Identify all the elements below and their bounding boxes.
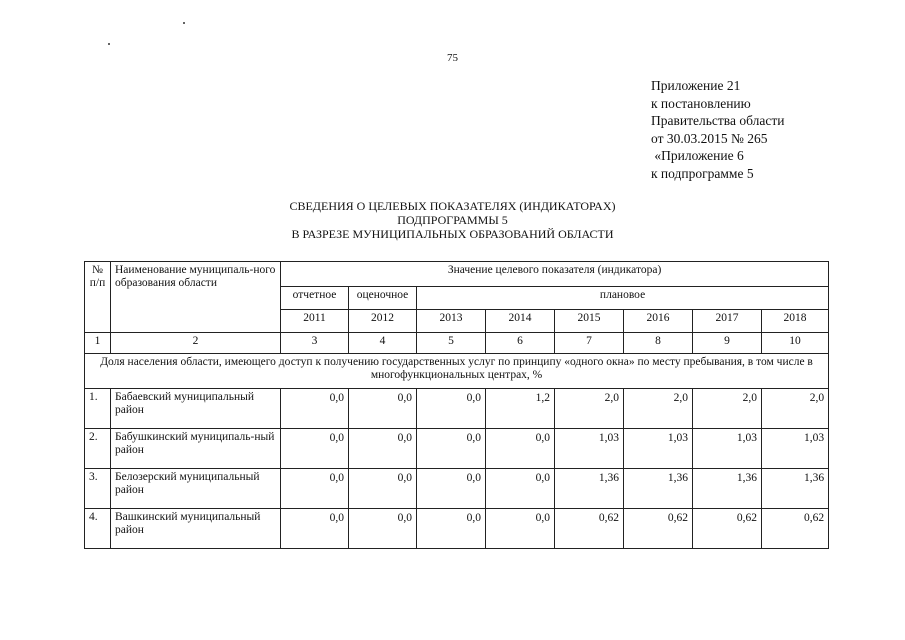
year-header: 2014 [486,310,555,333]
column-number: 3 [281,333,349,354]
value-cell: 1,03 [624,429,693,469]
appendix-line: Приложение 21 [651,78,741,93]
appendix-line: к подпрограмме 5 [651,165,754,181]
row-number: 1. [85,389,111,429]
title-line: ПОДПРОГРАММЫ 5 [397,213,508,227]
row-number: 2. [85,429,111,469]
header-planned: плановое [417,287,829,310]
header-indicator-value: Значение целевого показателя (индикатора) [281,262,829,287]
value-cell: 2,0 [693,389,762,429]
value-cell: 1,36 [624,469,693,509]
value-cell: 0,0 [349,429,417,469]
column-number: 5 [417,333,486,354]
column-number: 10 [762,333,829,354]
value-cell: 0,0 [281,429,349,469]
indicator-caption: Доля населения области, имеющего доступ к получению государственных услуг по принципу «одного окна» по месту пребывания, в том числе в многофункциональных центрах, % [85,354,829,389]
value-cell: 0,0 [417,469,486,509]
table-row [85,469,829,509]
year-header: 2016 [624,310,693,333]
appendix-line: от 30.03.2015 № 265 [651,130,768,146]
value-cell: 1,03 [693,429,762,469]
value-cell: 0,0 [281,509,349,549]
row-number: 4. [85,509,111,549]
title-line: СВЕДЕНИЯ О ЦЕЛЕВЫХ ПОКАЗАТЕЛЯХ (ИНДИКАТОРАХ) [289,199,616,213]
table-row [85,429,829,469]
year-header: 2011 [281,310,349,333]
value-cell: 0,62 [624,509,693,549]
value-cell: 0,0 [417,389,486,429]
year-header: 2018 [762,310,829,333]
header-reported: отчетное [281,287,349,310]
row-number: 3. [85,469,111,509]
value-cell: 2,0 [555,389,624,429]
value-cell: 0,0 [281,469,349,509]
value-cell: 0,0 [349,469,417,509]
value-cell: 0,62 [555,509,624,549]
value-cell: 0,62 [693,509,762,549]
year-header: 2015 [555,310,624,333]
appendix-line: к постановлению [651,95,751,111]
value-cell: 0,0 [486,429,555,469]
value-cell: 0,0 [486,469,555,509]
value-cell: 0,0 [417,429,486,469]
year-header: 2012 [349,310,417,333]
value-cell: 0,0 [417,509,486,549]
value-cell: 0,0 [281,389,349,429]
table-row [85,509,829,549]
year-header: 2017 [693,310,762,333]
municipality-name: Вашкинский муниципальный район [111,509,281,549]
value-cell: 2,0 [624,389,693,429]
value-cell: 0,0 [349,509,417,549]
column-number: 8 [624,333,693,354]
value-cell: 1,36 [693,469,762,509]
table-row [85,389,829,429]
column-number: 9 [693,333,762,354]
municipality-name: Белозерский муниципальный район [111,469,281,509]
column-number: 7 [555,333,624,354]
appendix-note [651,77,784,182]
appendix-line: «Приложение 6 [651,148,744,163]
column-number: 4 [349,333,417,354]
header-municipality-name: Наименование муниципаль-ного образования области [111,262,281,333]
scan-speck [108,43,110,45]
header-row-number: № п/п [85,262,111,333]
column-number: 6 [486,333,555,354]
indicators-table [84,261,829,549]
value-cell: 1,03 [555,429,624,469]
municipality-name: Бабушкинский муниципаль-ный район [111,429,281,469]
scan-speck [183,22,185,24]
value-cell: 1,36 [762,469,829,509]
value-cell: 0,0 [349,389,417,429]
page-number: 75 [447,52,458,64]
value-cell: 1,2 [486,389,555,429]
value-cell: 1,03 [762,429,829,469]
municipality-name: Бабаевский муниципальный район [111,389,281,429]
value-cell: 0,0 [486,509,555,549]
value-cell: 2,0 [762,389,829,429]
title-line: В РАЗРЕЗЕ МУНИЦИПАЛЬНЫХ ОБРАЗОВАНИЙ ОБЛАСТИ [291,227,614,241]
column-number: 1 [85,333,111,354]
header-estimated: оценочное [349,287,417,310]
value-cell: 0,62 [762,509,829,549]
value-cell: 1,36 [555,469,624,509]
document-title [0,199,905,241]
column-number: 2 [111,333,281,354]
appendix-line: Правительства области [651,113,785,128]
year-header: 2013 [417,310,486,333]
